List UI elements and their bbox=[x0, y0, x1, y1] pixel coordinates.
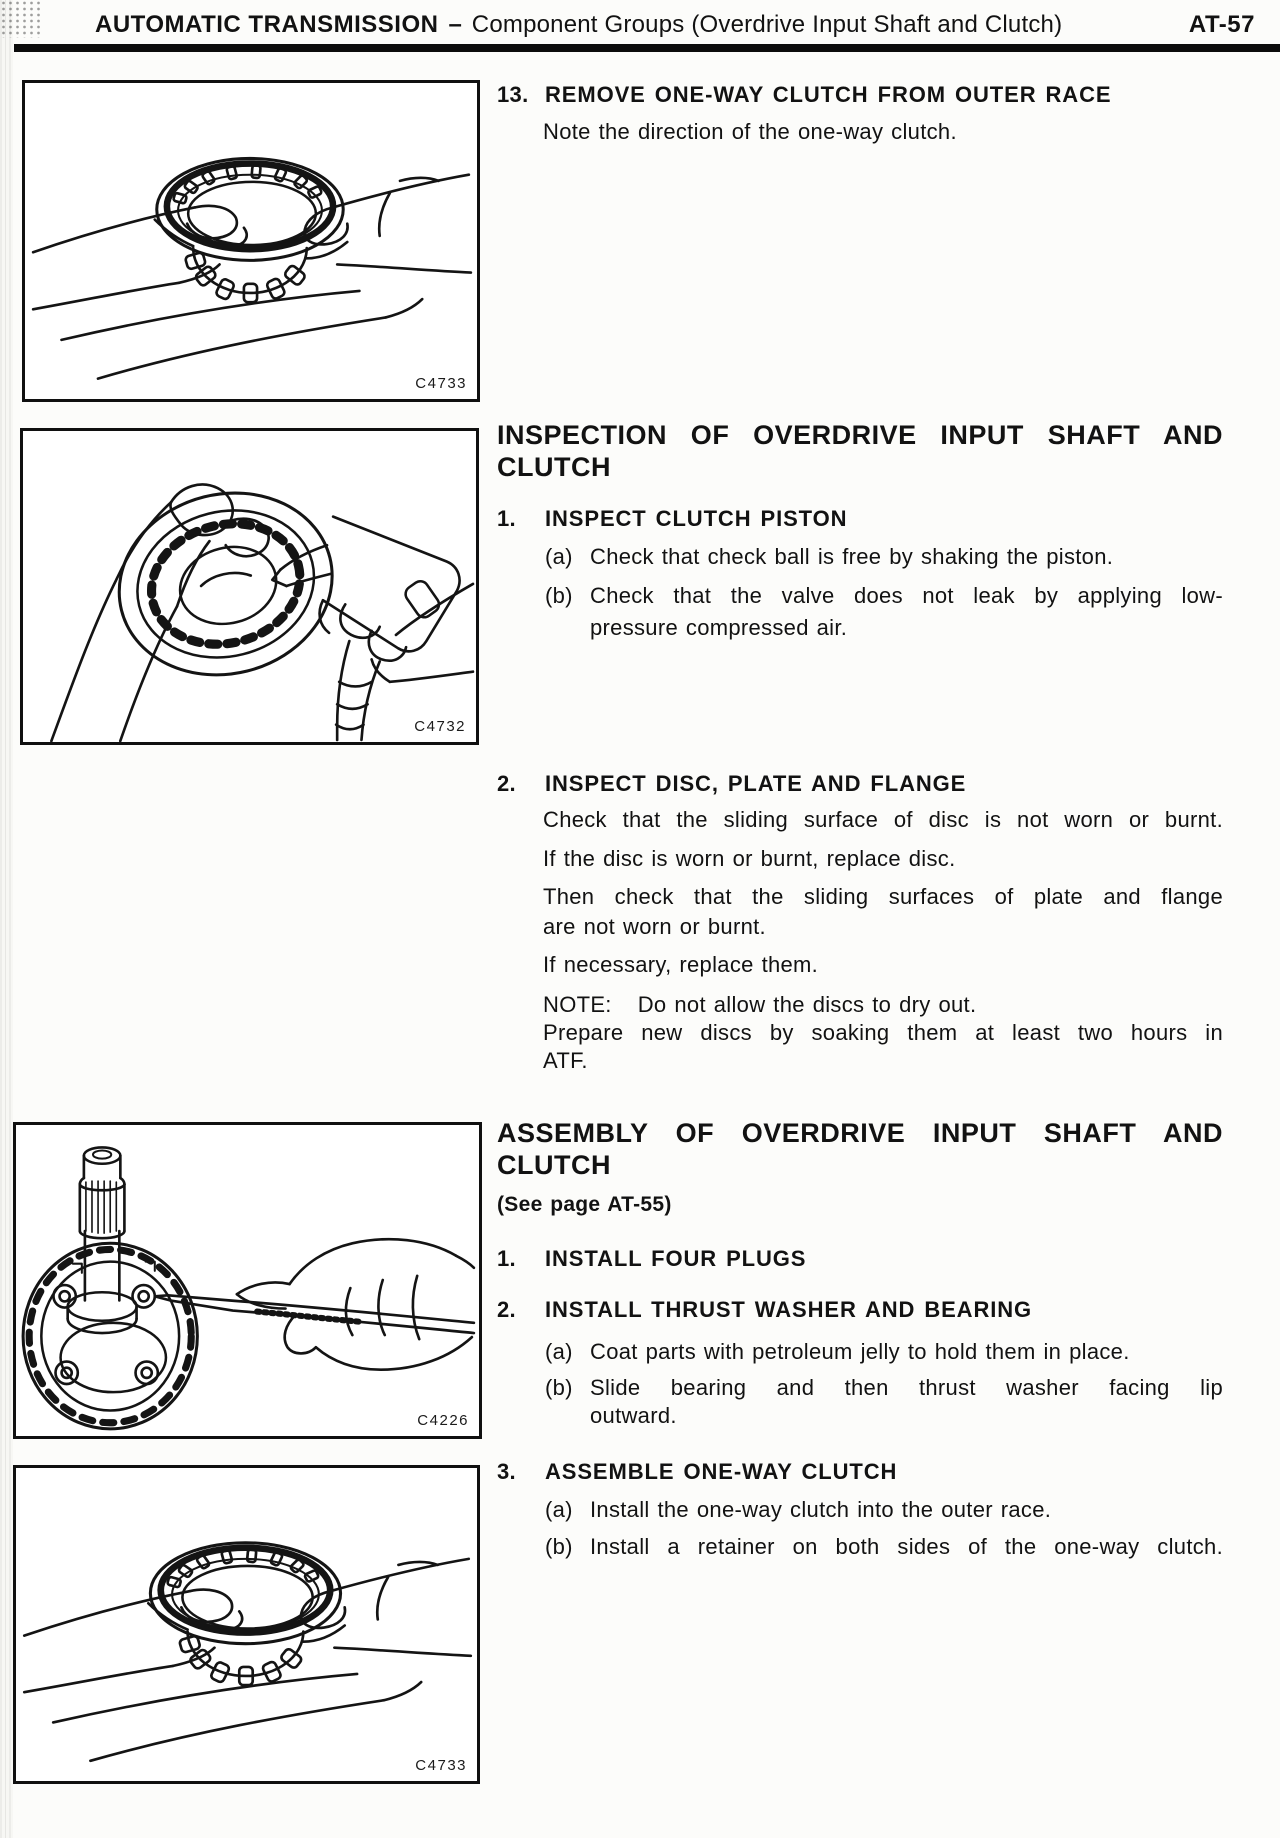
item-label: (a) bbox=[545, 544, 573, 569]
inspection-step-1 bbox=[497, 504, 1223, 534]
assembly-step-1 bbox=[497, 1244, 1223, 1274]
see-page-reference: (See page AT-55) bbox=[497, 1193, 672, 1216]
section-heading-line1: ASSEMBLY OF OVERDRIVE INPUT SHAFT AND bbox=[497, 1118, 1223, 1148]
item-label: (b) bbox=[545, 583, 573, 608]
header-section-title: AUTOMATIC TRANSMISSION bbox=[95, 11, 439, 38]
step-title: ASSEMBLE ONE-WAY CLUTCH bbox=[545, 1459, 898, 1484]
one-way-clutch-illustration bbox=[25, 83, 477, 399]
item-text bbox=[590, 1374, 1223, 1430]
inspection-step-2-p2: If the disc is worn or burnt, replace disc. bbox=[543, 846, 956, 871]
assembly-step-2b bbox=[497, 1374, 1223, 1430]
figure-assemble-one-way-clutch bbox=[13, 1465, 480, 1784]
page-number: AT-57 bbox=[1188, 11, 1255, 38]
figure-code: C4226 bbox=[417, 1412, 469, 1429]
step-number: 3. bbox=[497, 1459, 516, 1484]
inspection-step-1a bbox=[497, 542, 1223, 572]
item-label: (b) bbox=[545, 1375, 573, 1400]
plug-holes bbox=[53, 1285, 157, 1384]
inspection-step-2-p1: Check that the sliding surface of disc is not worn or burnt. bbox=[543, 807, 1223, 832]
step-number: 2. bbox=[497, 771, 516, 796]
paragraph-line2: are not worn or burnt. bbox=[543, 914, 766, 939]
item-text: Check that check ball is free by shaking the piston. bbox=[590, 544, 1114, 569]
note-line3: ATF. bbox=[543, 1048, 588, 1073]
clutch-piston-air-test-illustration bbox=[23, 431, 476, 742]
section-heading-line1: INSPECTION OF OVERDRIVE INPUT SHAFT AND bbox=[497, 420, 1223, 450]
figure-code: C4733 bbox=[415, 375, 467, 392]
inspection-step-2-p4: If necessary, replace them. bbox=[543, 952, 819, 977]
figure-install-plugs bbox=[13, 1122, 482, 1439]
header-rule bbox=[14, 44, 1280, 52]
inspection-step-1b bbox=[497, 580, 1223, 644]
header-separator: – bbox=[448, 11, 462, 38]
header-subtitle: Component Groups (Overdrive Input Shaft and Clutch) bbox=[471, 11, 1063, 38]
paragraph-line1: Then check that the sliding surfaces of plate and flange bbox=[543, 884, 1223, 909]
figure-remove-one-way-clutch bbox=[22, 80, 480, 402]
step-number: 1. bbox=[497, 1246, 516, 1271]
figure-code: C4732 bbox=[414, 718, 466, 735]
item-text-line2: pressure compressed air. bbox=[590, 615, 848, 640]
step-title: INSTALL THRUST WASHER AND BEARING bbox=[545, 1297, 1033, 1322]
page-header bbox=[95, 12, 1255, 38]
scan-noise-corner bbox=[0, 0, 44, 38]
item-text-line1: Slide bearing and then thrust washer facing lip bbox=[590, 1375, 1223, 1400]
assembly-step-3a bbox=[497, 1495, 1223, 1525]
note-text: Do not allow the discs to dry out. bbox=[637, 992, 977, 1017]
step-title: REMOVE ONE-WAY CLUTCH FROM OUTER RACE bbox=[545, 82, 1112, 107]
item-text bbox=[590, 580, 1223, 644]
step-title: INSTALL FOUR PLUGS bbox=[545, 1246, 807, 1271]
figure-code: C4733 bbox=[415, 1757, 467, 1774]
item-label: (a) bbox=[545, 1497, 573, 1522]
note-line2: Prepare new discs by soaking them at least two hours in bbox=[543, 1020, 1223, 1045]
item-text-line1: Check that the valve does not leak by applying low- bbox=[590, 583, 1223, 608]
section-heading-line2: CLUTCH bbox=[497, 1150, 611, 1180]
section-heading-line2: CLUTCH bbox=[497, 452, 611, 482]
step-title: INSPECT CLUTCH PISTON bbox=[545, 506, 848, 531]
step-number: 1. bbox=[497, 506, 516, 531]
assembly-step-2 bbox=[497, 1295, 1223, 1325]
clutch-drum bbox=[23, 1243, 197, 1429]
assembly-step-3 bbox=[497, 1457, 1223, 1487]
input-shaft-plug-illustration bbox=[16, 1125, 479, 1436]
figure-inspect-clutch-piston bbox=[20, 428, 479, 745]
note-line1 bbox=[543, 991, 1223, 1019]
item-label: (b) bbox=[545, 1534, 573, 1559]
scan-noise-edge bbox=[0, 0, 13, 1838]
snap-ring-tool bbox=[155, 1295, 474, 1333]
assembly-step-3b bbox=[497, 1532, 1223, 1562]
item-text: Install a retainer on both sides of the one-way clutch. bbox=[590, 1534, 1223, 1559]
one-way-clutch-assembly-illustration bbox=[16, 1468, 477, 1781]
step-number: 2. bbox=[497, 1297, 516, 1322]
step-13 bbox=[497, 80, 1223, 110]
assembly-step-2a bbox=[497, 1337, 1223, 1367]
item-text: Coat parts with petroleum jelly to hold them in place. bbox=[590, 1339, 1130, 1364]
clutch-drum bbox=[100, 471, 352, 697]
section-heading-assembly bbox=[497, 1117, 1223, 1181]
inspection-step-2-p3 bbox=[497, 882, 1223, 942]
section-heading-inspection bbox=[497, 419, 1223, 483]
note-block bbox=[497, 991, 1223, 1075]
inspection-step-2 bbox=[497, 769, 1223, 799]
input-shaft bbox=[68, 1147, 137, 1333]
note-label: NOTE: bbox=[543, 992, 612, 1017]
step-number: 13. bbox=[497, 82, 529, 107]
step-title: INSPECT DISC, PLATE AND FLANGE bbox=[545, 771, 967, 796]
item-label: (a) bbox=[545, 1339, 573, 1364]
step-13-note: Note the direction of the one-way clutch. bbox=[543, 119, 957, 144]
item-text: Install the one-way clutch into the outer race. bbox=[590, 1497, 1052, 1522]
item-text-line2: outward. bbox=[590, 1403, 677, 1428]
